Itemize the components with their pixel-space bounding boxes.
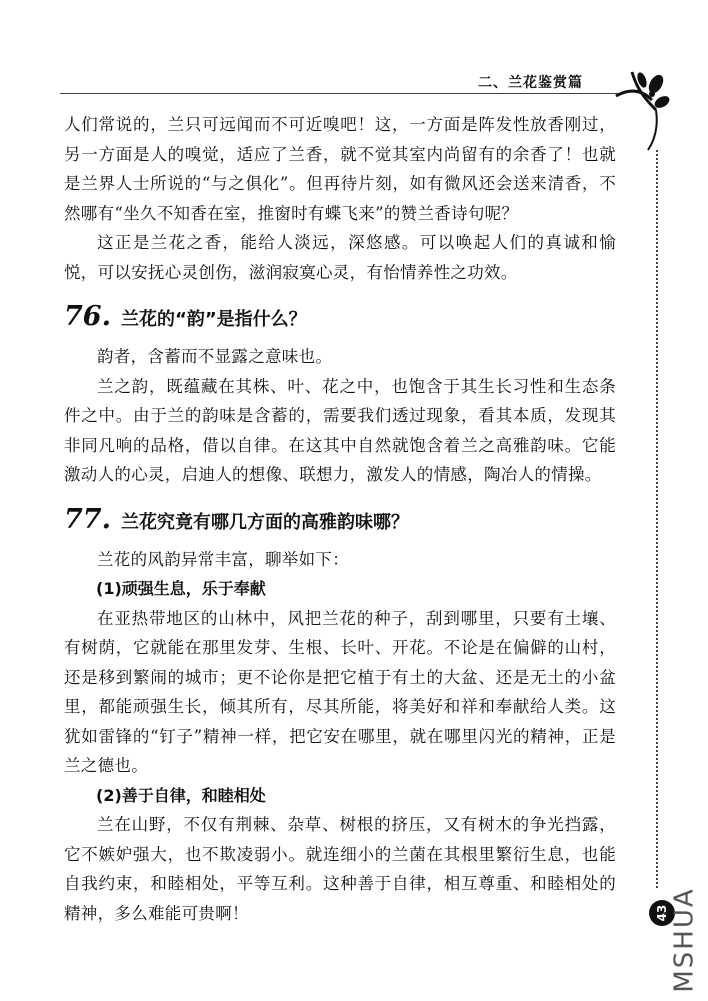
subheading-1: (1)顽强生息，乐于奉献 xyxy=(96,579,266,598)
paragraph-77-intro: 兰花的风韵异常丰富，聊举如下： xyxy=(97,549,349,569)
page-body xyxy=(64,110,616,928)
section-heading-76 xyxy=(64,301,616,332)
paragraph-76-2: 兰之韵，既蕴藏在其株、叶、花之中，也饱含于其生长习性和生态条件之中。由于兰的韵味是含蓄的，需要我们透过现象，看其本质，发现其非同凡响的品格，借以自律。在这其中自然就饱含着兰之高雅韵味。它能激动人的心灵，启迪人的想像、联想力，激发人的情感，陶冶人的情操。 xyxy=(64,376,616,484)
watermark xyxy=(655,880,708,1000)
paragraph-77-2: 兰在山野，不仅有荆棘、杂草、树根的挤压，又有树木的争光挡露，它不嫉妒强大，也不欺凌弱小。就连细小的兰菌在其根里繁衍生息，也能自我约束，和睦相处，平等互利。这种善于自律，相互尊重、和睦相处的精神，多么难能可贵啊！ xyxy=(64,815,616,923)
section-heading-77 xyxy=(64,504,616,535)
section-number: 77. xyxy=(64,503,111,535)
section-title: 兰花的“韵”是指什么？ xyxy=(120,309,307,330)
subheading-2: (2)善于自律，和睦相处 xyxy=(96,785,266,805)
margin-dotted-line xyxy=(656,150,658,888)
section-title: 兰花究竟有哪几方面的高雅韵味哪？ xyxy=(120,511,409,533)
page-header-title: 二、兰花鉴赏篇 xyxy=(478,75,583,91)
paragraph-incense-1: 人们常说的，兰只可远闻而不可近嗅吧！这，一方面是阵发性放香刚过，另一方面是人的嗅觉，适应了兰香，就不觉其室内尚留有的余香了！也就是兰界人士所说的“与之俱化”。但再待片刻，如有微风还会送来清香，不然哪有“坐久不知香在室，推窗时有蝶飞来”的赞兰香诗句呢？ xyxy=(64,115,616,223)
watermark-text: MSHUA xyxy=(670,887,700,993)
paragraph-77-1: 在亚热带地区的山林中，风把兰花的种子，刮到哪里，只要有土壤、有树荫，它就能在那里发芽、生根、长叶、开花。不论是在偏僻的山村，还是移到繁闹的城市；更不论你是把它植于有土的大盆、还是无土的小盆里，都能顽强生长，倾其所有，尽其所能，将美好和祥和奉献给人类。这犹如雷锋的“钉子”精神一样，把它安在哪里，就在哪里闪光的精神，正是兰之德也。 xyxy=(64,608,616,775)
orchid-icon xyxy=(612,66,670,152)
header-rule xyxy=(60,93,620,94)
paragraph-incense-2: 这正是兰花之香，能给人淡远，深悠感。可以唤起人们的真诚和愉悦，可以安抚心灵创伤，滋润寂寞心灵，有怡情养性之功效。 xyxy=(64,233,616,282)
section-number: 76. xyxy=(64,301,111,332)
page-number-badge: 43 xyxy=(649,900,675,926)
paragraph-76-1: 韵者，含蓄而不显露之意味也。 xyxy=(97,347,333,366)
